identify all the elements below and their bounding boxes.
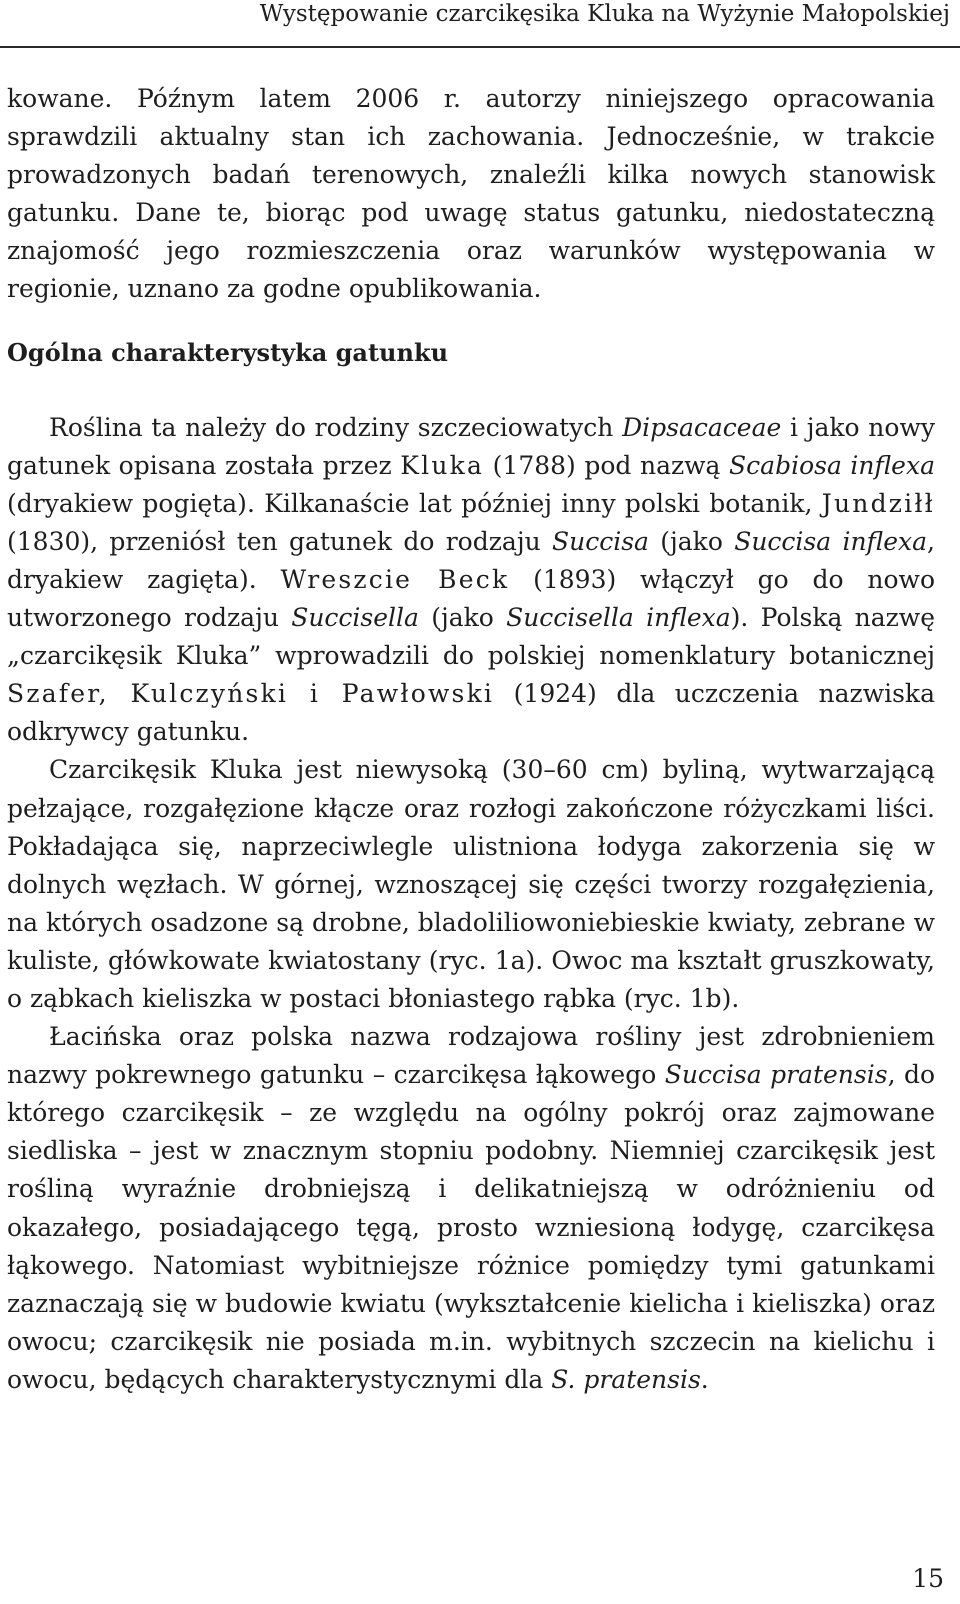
latin-name: Succisa pratensis <box>664 1060 888 1090</box>
author-name: Szafer, Kulczyński i Pawłowski <box>7 679 495 709</box>
latin-name: Scabiosa inflexa <box>729 450 935 480</box>
intro-paragraph: kowane. Późnym latem 2006 r. autorzy niniejszego opracowania sprawdzili aktualny stan ich zachowania. Jednocześnie, w trakcie prowadzonych badań terenowych, znaleźli kilka nowych stanowisk gatunku. Dane te, biorąc pod uwagę status gatunku, niedostateczną znajomość jego rozmieszczenia oraz warunków występowania w regionie, uznano za godne opublikowania. <box>7 84 935 304</box>
author-name: Jundziłł <box>821 488 935 518</box>
text-run: ). Polską nazwę „czarcikęsik Kluka” wprowadzili do polskiej nomenklatury botanicznej <box>7 603 936 671</box>
paragraph-comparison <box>7 1018 935 1399</box>
latin-name: Succisa <box>551 526 649 556</box>
text-run: (jako <box>648 526 735 556</box>
page-body <box>7 80 935 1399</box>
section-heading: Ogólna charakterystyka gatunku <box>7 337 449 367</box>
text-run: (1788) pod nazwą <box>484 450 730 480</box>
author-name: Kluka <box>400 450 485 480</box>
text-run: (1924) dla uczczenia nazwiska odkrywcy gatunku. <box>7 679 935 747</box>
text-run: (1893) włączył go do nowo utworzonego rodzaju <box>7 564 935 633</box>
latin-name: Succisella inflexa <box>506 603 731 633</box>
running-title: Występowanie czarcikęsika Kluka na Wyżynie Małopolskiej <box>259 1 950 27</box>
paragraph-taxonomy <box>7 409 935 752</box>
text-run: (jako <box>418 603 507 633</box>
paragraph-morphology: Czarcikęsik Kluka jest niewysoką (30–60 cm) byliną, wytwarzającą pełzające, rozgałęzione kłącze oraz rozłogi zakończone różyczkami liści. Pokładająca się, naprzeciwlegle ulistniona łodyga zakorzenia się w dolnych węzłach. W górnej, wznoszącej się części tworzy rozgałęzienia, na których osadzone są drobne, bladoliliowoniebieskie kwiaty, zebrane w kuliste, główkowate kwiatostany (ryc. 1a). Owoc ma kształt gruszkowaty, o ząbkach kieliszka w postaci błoniastego rąbka (ryc. 1b). <box>7 755 935 1013</box>
latin-name-family: Dipsacaceae <box>622 412 782 442</box>
text-run: (dryakiew pogięta). Kilkanaście lat później inny polski botanik, <box>7 488 822 518</box>
text-run: , dryakiew zagięta). <box>7 526 935 594</box>
text-run: i jako nowy gatunek opisana została przez <box>7 412 935 480</box>
text-run: , do którego czarcikęsik – ze względu na ogólny pokrój oraz zajmowane siedliska – jest w znacznym stopniu podobny. Niemniej czarcikęsik jest rośliną wyraźnie drobniejszą i delikatniejszą w odróżnieniu od okazałego, posiadającego tęgą, prosto wzniesioną łodygę, czarcikęsa łąkowego. Natomiast wybitniejsze różnice pomiędzy tymi gatunkami zaznaczają się w budowie kwiatu (wykształcenie kielicha i kieliszka) oraz owocu; czarcikęsik nie posiada m.in. wybitnych szczecin na kielichu i owocu, będących charakterystycznymi dla <box>7 1060 936 1394</box>
latin-name: Succisella <box>291 603 419 633</box>
running-header <box>0 0 960 48</box>
text-run: Łacińska oraz polska nazwa rodzajowa rośliny jest zdrobnieniem nazwy pokrewnego gatunku – czarcikęsa łąkowego <box>7 1022 935 1090</box>
text-run: (1830), przeniósł ten gatunek do rodzaju <box>7 526 552 556</box>
text-run: Roślina ta należy do rodziny szczeciowatych <box>49 412 623 442</box>
text-run: . <box>700 1364 709 1394</box>
latin-name: Succisa inflexa <box>734 526 928 556</box>
latin-name: S. pratensis <box>551 1364 701 1394</box>
page-number: 15 <box>912 1564 944 1593</box>
author-name: Wreszcie Beck <box>280 564 510 594</box>
